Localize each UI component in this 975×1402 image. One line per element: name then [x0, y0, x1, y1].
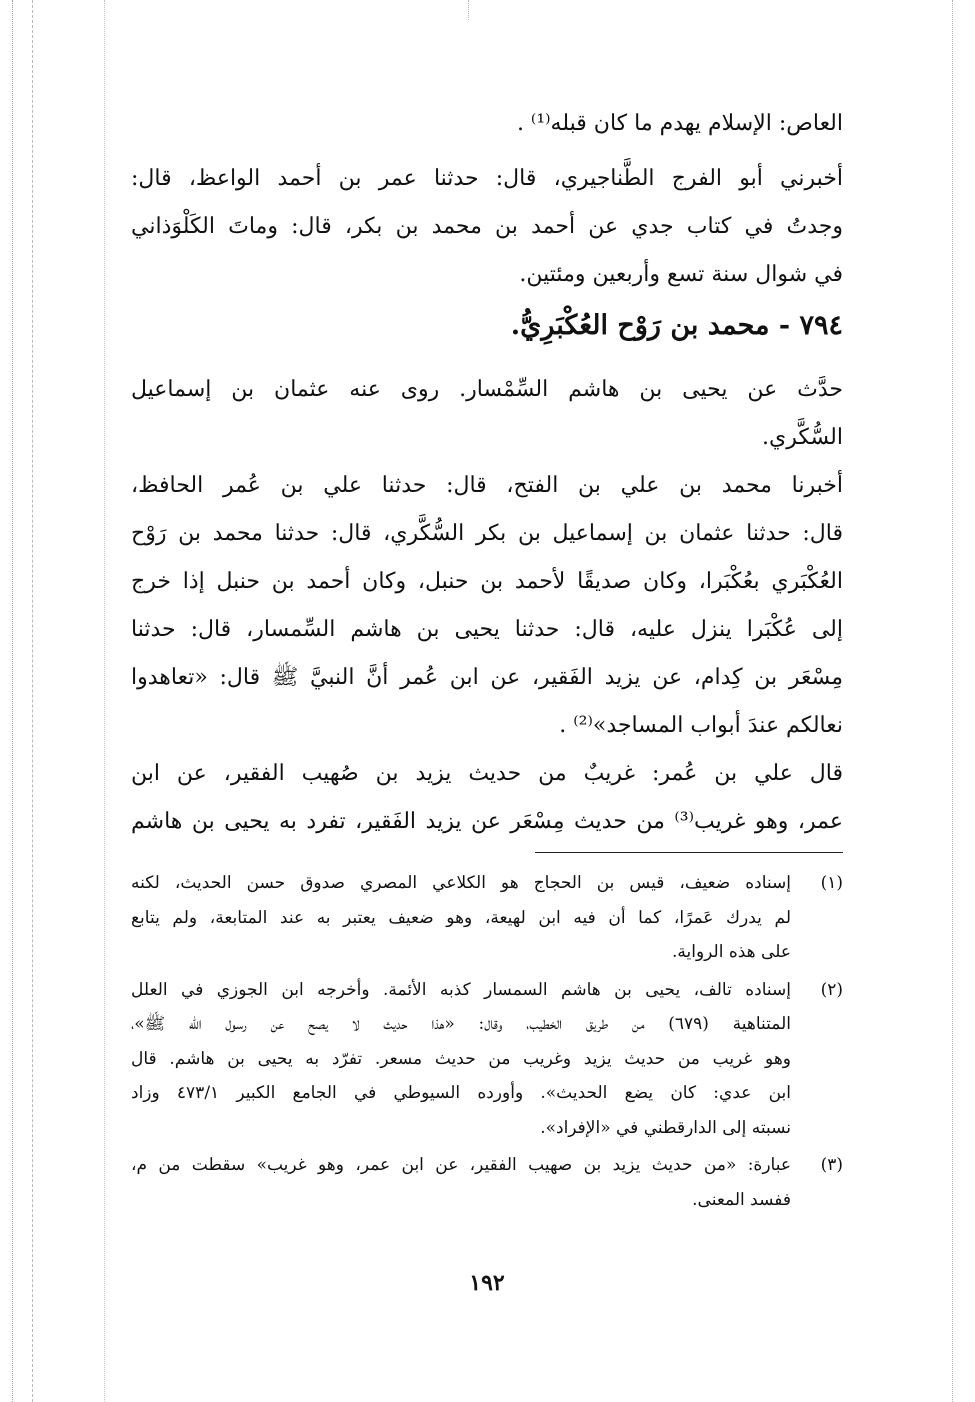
paragraph: [131, 100, 843, 148]
text-line: مِسْعَر بن كِدام، عن يزيد الفَقير، عن ابن عُمر أنَّ النبيَّ ﷺ قال: «تعاهدوا: [131, 665, 843, 690]
entry-heading: ٧٩٤ - محمد بن رَوْح العُكْبَرِيُّ.: [510, 310, 843, 341]
footnote-divider: [535, 852, 843, 853]
scan-top-mark: [468, 0, 469, 20]
text-line: أخبرني أبو الفرج الطَّناجيري، قال: حدثنا عمر بن أحمد الواعظ، قال:: [131, 166, 843, 191]
footnote-line: لم يدرك عَمرًا، كما أن فيه ابن لهيعة، وهو ضعيف يعتبر به عند المتابعة، ولم يتابع: [131, 907, 791, 928]
paragraph: [131, 155, 843, 299]
footnote: [131, 866, 843, 970]
paragraph: [131, 366, 843, 462]
footnote-line: إسناده ضعيف، قيس بن الحجاج هو الكلاعي المصري صدوق حسن الحديث، لكنه: [131, 873, 791, 893]
footnote-line: عبارة: «من حديث يزيد بن صهيب الفقير، عن ابن عمر، وهو غريب» سقطت من م،: [131, 1155, 791, 1175]
text-line: حدَّث عن يحيى بن هاشم السِّمْسار. روى عنه عثمان بن إسماعيل: [131, 377, 843, 402]
text-line: إلى عُكْبَرا ينزل عليه، قال: حدثنا يحيى بن هاشم السِّمسار، قال: حدثنا: [131, 617, 843, 642]
footnote-number: (٢): [820, 979, 843, 1000]
scan-margin-line: [32, 0, 33, 1402]
page-number: ١٩٢: [469, 1270, 505, 1296]
text-line: في شوال سنة تسع وأربعين ومئتين.: [519, 262, 843, 287]
paragraph: [131, 462, 843, 750]
footnote-line: ابن عدي: كان يضع الحديث». وأورده السيوطي في الجامع الكبير ٤٧٣/١ وزاد: [131, 1083, 791, 1103]
scan-margin-line: [12, 0, 13, 1402]
text-line: قال: حدثنا عثمان بن إسماعيل بن بكر السُّكَّري، قال: حدثنا محمد بن رَوْح: [131, 521, 843, 546]
footnote-line: المتناهية (٦٧٩) من طريق الخطيب، وقال: «هذا حديث لا يصح عن رسول الله ﷺ»،: [131, 1014, 791, 1034]
text-line: السُّكَّري.: [762, 425, 843, 450]
text-line: العُكْبَري بعُكْبَرا، وكان صديقًا لأحمد بن حنبل، وكان أحمد بن حنبل إذا خرج: [131, 569, 843, 594]
footnote-line: ففسد المعنى.: [692, 1189, 791, 1210]
footnote-number: (٣): [820, 1155, 843, 1175]
text-line: وجدتُ في كتاب جدي عن أحمد بن محمد بن بكر، قال: وماتَ الكَلْوَذاني: [131, 214, 843, 239]
footnote-number: (١): [820, 873, 843, 893]
text-line: نعالكم عندَ أبواب المساجد»⁽²⁾ .: [559, 713, 843, 738]
footnote: [131, 973, 843, 1146]
footnote-line: إسناده تالف، يحيى بن هاشم السمسار كذبه الأئمة. وأخرجه ابن الجوزي في العلل: [131, 979, 791, 1000]
scan-margin-line: [952, 0, 953, 1402]
footnote-line: نسبته إلى الدارقطني في «الإفراد».: [540, 1117, 791, 1138]
footnote-line: على هذه الرواية.: [671, 942, 791, 962]
text-line: أخبرنا محمد بن علي بن الفتح، قال: حدثنا علي بن عُمر الحافظ،: [131, 473, 843, 498]
text-line: عمر، وهو غريب⁽³⁾ من حديث مِسْعَر عن يزيد الفَقير، تفرد به يحيى بن هاشم: [131, 809, 844, 834]
footnote: [131, 1148, 843, 1217]
text-line: العاص: الإسلام يهدم ما كان قبله⁽¹⁾ .: [516, 111, 843, 136]
paragraph: [131, 750, 843, 846]
scan-margin-line: [104, 0, 105, 1402]
text-line: قال علي بن عُمر: غريبٌ من حديث يزيد بن صُهيب الفقير، عن ابن: [131, 761, 843, 786]
footnote-line: وهو غريب من حديث يزيد وغريب من حديث مسعر. تفرّد به يحيى بن هاشم. قال: [131, 1048, 791, 1069]
footnotes-section: [131, 866, 843, 1220]
